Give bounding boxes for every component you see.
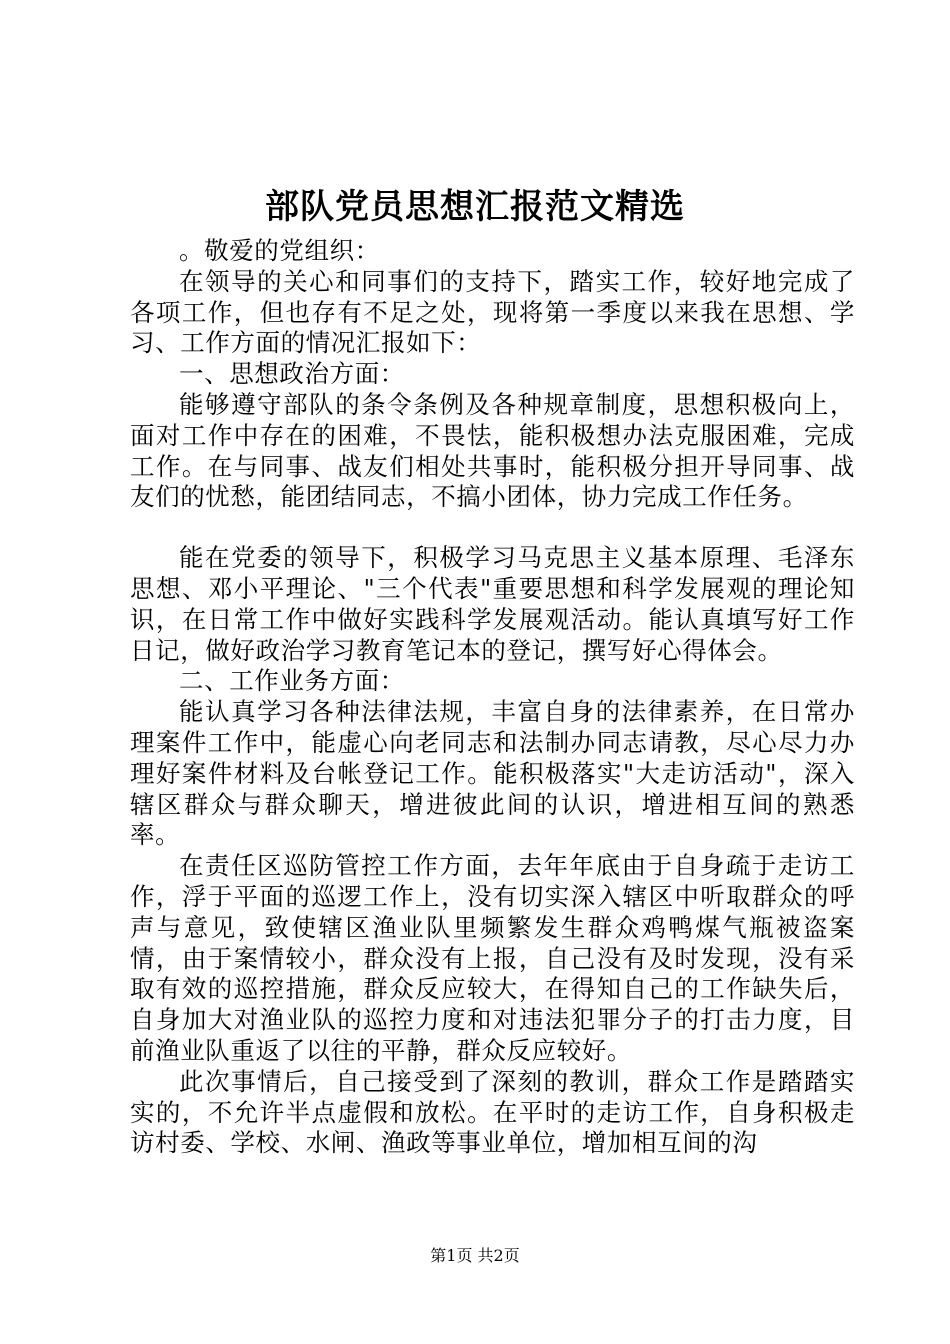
document-body xyxy=(130,236,855,1159)
body-paragraph: 在责任区巡防管控工作方面，去年年底由于自身疏于走访工作，浮于平面的巡逻工作上，没有切实深入辖区中听取群众的呼声与意见，致使辖区渔业队里频繁发生群众鸡鸭煤气瓶被盗案情，由于案情较小，群众没有上报，自己没有及时发现，没有采取有效的巡控措施，群众反应较大，在得知自己的工作缺失后，自身加大对渔业队的巡控力度和对违法犯罪分子的打击力度，目前渔业队重返了以往的平静，群众反应较好。 xyxy=(130,851,855,1065)
section-heading-political: 一、思想政治方面： xyxy=(179,359,405,389)
body-paragraph: 能认真学习各种法律法规，丰富自身的法律素养，在日常办理案件工作中，能虚心向老同志和法制办同志请教，尽心尽力办理好案件材料及台帐登记工作。能积极落实"大走访活动"，深入辖区群众与群众聊天，增进彼此间的认识，增进相互间的熟悉率。 xyxy=(130,697,855,850)
body-paragraph: 能够遵守部队的条令条例及各种规章制度，思想积极向上，面对工作中存在的困难，不畏怯，能积极想办法克服困难，完成工作。在与同事、战友们相处共事时，能积极分担开导同事、战友们的忧愁，能团结同志，不搞小团体，协力完成工作任务。 xyxy=(130,389,855,512)
salutation: 。敬爱的党组织： xyxy=(179,236,380,265)
page-footer: 第1页 共2页 xyxy=(430,1246,520,1265)
body-paragraph: 在领导的关心和同事们的支持下，踏实工作，较好地完成了各项工作，但也存有不足之处，现将第一季度以来我在思想、学习、工作方面的情况汇报如下： xyxy=(130,266,855,358)
section-heading-work: 二、工作业务方面： xyxy=(179,666,405,696)
body-paragraph: 能在党委的领导下，积极学习马克思主义基本原理、毛泽东思想、邓小平理论、"三个代表"重要思想和科学发展观的理论知识，在日常工作中做好实践科学发展观活动。能认真填写好工作日记，做好政治学习教育笔记本的登记，撰写好心得体会。 xyxy=(130,543,855,665)
document-title: 部队党员思想汇报范文精选 xyxy=(265,187,685,227)
body-paragraph: 此次事情后，自己接受到了深刻的教训，群众工作是踏踏实实的，不允许半点虚假和放松。在平时的走访工作，自身积极走访村委、学校、水闸、渔政等事业单位，增加相互间的沟 xyxy=(130,1066,855,1158)
